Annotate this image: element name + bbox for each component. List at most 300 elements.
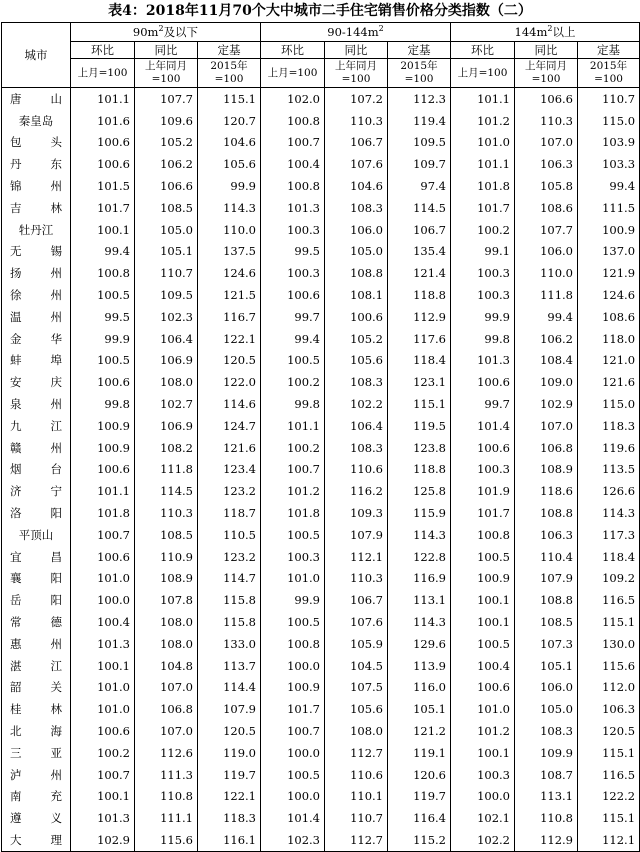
value-cell: 100.1: [71, 655, 135, 677]
value-cell: 108.3: [325, 371, 388, 393]
value-cell: 101.2: [451, 110, 515, 132]
value-cell: 106.2: [515, 328, 578, 350]
sub-header-cell: 定基: [198, 42, 261, 59]
value-cell: 129.6: [388, 633, 451, 655]
value-cell: 112.1: [325, 546, 388, 568]
value-cell: 108.0: [135, 633, 198, 655]
value-cell: 114.3: [198, 197, 261, 219]
sub-header-cell: 定基: [388, 42, 451, 59]
value-cell: 124.6: [578, 284, 640, 306]
value-cell: 114.7: [198, 568, 261, 590]
value-cell: 106.9: [135, 415, 198, 437]
table-row: [2, 633, 640, 655]
table-row: [2, 437, 640, 459]
value-cell: 115.6: [135, 829, 198, 851]
value-cell: 113.5: [578, 459, 640, 481]
table-row: [2, 262, 640, 284]
value-cell: 115.9: [388, 502, 451, 524]
city-cell: [2, 459, 71, 481]
city-cell: [2, 611, 71, 633]
city-cell: [2, 110, 71, 132]
table-row: [2, 241, 640, 263]
value-cell: 100.0: [261, 786, 325, 808]
table-row: [2, 132, 640, 154]
value-cell: 108.2: [135, 437, 198, 459]
city-cell: [2, 393, 71, 415]
value-cell: 100.1: [71, 219, 135, 241]
value-cell: 108.9: [515, 459, 578, 481]
value-cell: 108.8: [515, 589, 578, 611]
value-cell: 100.3: [261, 546, 325, 568]
value-cell: 100.7: [71, 764, 135, 786]
value-cell: 100.6: [451, 437, 515, 459]
value-cell: 110.7: [135, 262, 198, 284]
value-cell: 107.5: [325, 677, 388, 699]
city-cell: [2, 633, 71, 655]
value-cell: 124.6: [198, 262, 261, 284]
value-cell: 105.6: [325, 350, 388, 372]
value-cell: 119.7: [198, 764, 261, 786]
value-cell: 108.1: [325, 284, 388, 306]
value-cell: 101.2: [261, 480, 325, 502]
table-row: [2, 415, 640, 437]
value-cell: 113.7: [198, 655, 261, 677]
value-cell: 101.9: [451, 480, 515, 502]
value-cell: 107.0: [135, 720, 198, 742]
city-cell: [2, 284, 71, 306]
value-cell: 105.6: [198, 153, 261, 175]
value-cell: 124.7: [198, 415, 261, 437]
value-cell: 100.5: [71, 350, 135, 372]
value-cell: 99.8: [261, 393, 325, 415]
value-cell: 115.1: [388, 393, 451, 415]
city-name: 锦 州: [10, 179, 62, 194]
value-cell: 108.5: [135, 524, 198, 546]
value-cell: 119.6: [578, 437, 640, 459]
base-header-cell: 上年同月=100: [515, 59, 578, 88]
value-cell: 101.5: [71, 175, 135, 197]
city-cell: [2, 720, 71, 742]
value-cell: 101.7: [451, 502, 515, 524]
value-cell: 100.9: [261, 677, 325, 699]
value-cell: 125.8: [388, 480, 451, 502]
value-cell: 110.0: [198, 219, 261, 241]
value-cell: 108.0: [135, 611, 198, 633]
value-cell: 106.0: [515, 677, 578, 699]
table-row: [2, 829, 640, 851]
value-cell: 100.9: [451, 568, 515, 590]
value-cell: 99.4: [261, 328, 325, 350]
value-cell: 116.0: [388, 677, 451, 699]
value-cell: 99.5: [71, 306, 135, 328]
value-cell: 114.5: [388, 197, 451, 219]
base-header-cell: 上月=100: [451, 59, 515, 88]
value-cell: 101.7: [451, 197, 515, 219]
sub-header-cell: 环比: [261, 42, 325, 59]
city-name: 安 庆: [10, 375, 62, 390]
city-cell: [2, 88, 71, 110]
base-header-cell: 2015年=100: [388, 59, 451, 88]
value-cell: 105.6: [325, 698, 388, 720]
value-cell: 101.0: [451, 698, 515, 720]
city-name: 无 锡: [10, 244, 62, 259]
value-cell: 106.7: [325, 132, 388, 154]
value-cell: 133.0: [198, 633, 261, 655]
base-header-cell: 上年同月=100: [325, 59, 388, 88]
value-cell: 113.9: [388, 655, 451, 677]
value-cell: 100.1: [451, 611, 515, 633]
value-cell: 121.0: [578, 350, 640, 372]
value-cell: 116.7: [198, 306, 261, 328]
city-name: 大 理: [10, 832, 62, 847]
value-cell: 110.3: [325, 110, 388, 132]
city-name: 岳 阳: [10, 593, 62, 608]
value-cell: 104.6: [198, 132, 261, 154]
value-cell: 117.6: [388, 328, 451, 350]
value-cell: 109.2: [578, 568, 640, 590]
value-cell: 108.0: [135, 371, 198, 393]
city-name: 吉 林: [10, 200, 62, 215]
city-cell: [2, 829, 71, 851]
table-row: [2, 786, 640, 808]
table-row: [2, 742, 640, 764]
value-cell: 112.9: [515, 829, 578, 851]
table-row: [2, 698, 640, 720]
value-cell: 120.6: [388, 764, 451, 786]
value-cell: 112.6: [135, 742, 198, 764]
value-cell: 100.5: [451, 546, 515, 568]
table-row: [2, 480, 640, 502]
value-cell: 108.5: [515, 611, 578, 633]
value-cell: 101.1: [451, 88, 515, 110]
value-cell: 123.2: [198, 480, 261, 502]
city-name: 湛 江: [10, 658, 62, 673]
value-cell: 108.3: [515, 720, 578, 742]
value-cell: 99.1: [451, 241, 515, 263]
value-cell: 110.4: [515, 546, 578, 568]
value-cell: 100.8: [261, 175, 325, 197]
value-cell: 100.3: [451, 459, 515, 481]
value-cell: 101.4: [261, 807, 325, 829]
value-cell: 100.7: [261, 132, 325, 154]
value-cell: 106.2: [135, 153, 198, 175]
base-header-cell: 上月=100: [71, 59, 135, 88]
value-cell: 121.4: [388, 262, 451, 284]
value-cell: 111.8: [135, 459, 198, 481]
city-cell: [2, 175, 71, 197]
value-cell: 107.6: [325, 611, 388, 633]
value-cell: 110.8: [135, 786, 198, 808]
city-name: 赣 州: [10, 440, 62, 455]
sub-header-cell: 环比: [451, 42, 515, 59]
value-cell: 106.4: [325, 415, 388, 437]
value-cell: 101.4: [451, 415, 515, 437]
city-name: 金 华: [10, 331, 62, 346]
value-cell: 110.6: [325, 459, 388, 481]
value-cell: 106.7: [325, 589, 388, 611]
value-cell: 108.6: [515, 197, 578, 219]
city-name: 牡丹江: [18, 222, 54, 237]
city-name: 桂 林: [10, 702, 62, 717]
city-cell: [2, 698, 71, 720]
value-cell: 111.1: [135, 807, 198, 829]
value-cell: 100.1: [451, 742, 515, 764]
value-cell: 137.0: [578, 241, 640, 263]
group-header-medium: $90-144m^2$: [261, 23, 451, 42]
value-cell: 100.7: [261, 459, 325, 481]
value-cell: 101.0: [71, 677, 135, 699]
value-cell: 112.0: [578, 677, 640, 699]
value-cell: 110.7: [578, 88, 640, 110]
city-name: 泸 州: [10, 767, 62, 782]
value-cell: 100.2: [261, 437, 325, 459]
value-cell: 121.2: [388, 720, 451, 742]
city-name: 九 江: [10, 418, 62, 433]
value-cell: 115.1: [578, 742, 640, 764]
value-cell: 115.2: [388, 829, 451, 851]
value-cell: 107.9: [325, 524, 388, 546]
table-row: [2, 524, 640, 546]
value-cell: 104.8: [135, 655, 198, 677]
base-header-cell: 上年同月=100: [135, 59, 198, 88]
value-cell: 120.5: [198, 720, 261, 742]
value-cell: 108.8: [515, 502, 578, 524]
value-cell: 99.9: [451, 306, 515, 328]
value-cell: 101.3: [71, 633, 135, 655]
value-cell: 114.3: [388, 524, 451, 546]
value-cell: 104.5: [325, 655, 388, 677]
value-cell: 121.5: [198, 284, 261, 306]
group-header-small: $90m^2$及以下: [71, 23, 261, 42]
city-name: 包 头: [10, 135, 62, 150]
sub-header-cell: 定基: [578, 42, 640, 59]
value-cell: 116.4: [388, 807, 451, 829]
value-cell: 106.4: [135, 328, 198, 350]
value-cell: 118.4: [388, 350, 451, 372]
value-cell: 113.1: [388, 589, 451, 611]
value-cell: 100.4: [261, 153, 325, 175]
value-cell: 99.4: [515, 306, 578, 328]
city-cell: [2, 132, 71, 154]
city-cell: [2, 807, 71, 829]
value-cell: 100.6: [71, 720, 135, 742]
value-cell: 100.0: [261, 742, 325, 764]
city-name: 襄 阳: [10, 571, 62, 586]
value-cell: 100.6: [451, 677, 515, 699]
value-cell: 100.5: [261, 524, 325, 546]
city-name: 扬 州: [10, 266, 62, 281]
value-cell: 101.7: [261, 698, 325, 720]
value-cell: 97.4: [388, 175, 451, 197]
value-cell: 115.1: [198, 88, 261, 110]
city-cell: [2, 350, 71, 372]
value-cell: 100.8: [71, 262, 135, 284]
city-name: 烟 台: [10, 462, 62, 477]
city-cell: [2, 371, 71, 393]
value-cell: 101.0: [71, 698, 135, 720]
value-cell: 105.2: [325, 328, 388, 350]
group-header-large: $144m^2$以上: [451, 23, 640, 42]
value-cell: 122.0: [198, 371, 261, 393]
value-cell: 121.6: [198, 437, 261, 459]
value-cell: 115.8: [198, 589, 261, 611]
sub-header-cell: 同比: [515, 42, 578, 59]
value-cell: 119.1: [388, 742, 451, 764]
value-cell: 110.6: [325, 764, 388, 786]
value-cell: 119.7: [388, 786, 451, 808]
value-cell: 110.5: [198, 524, 261, 546]
value-cell: 109.9: [515, 742, 578, 764]
value-cell: 99.4: [71, 241, 135, 263]
value-cell: 118.3: [198, 807, 261, 829]
value-cell: 101.7: [71, 197, 135, 219]
value-cell: 110.7: [325, 807, 388, 829]
table-row: [2, 764, 640, 786]
value-cell: 106.0: [325, 219, 388, 241]
value-cell: 112.7: [325, 742, 388, 764]
value-cell: 100.9: [71, 437, 135, 459]
value-cell: 107.7: [515, 219, 578, 241]
city-cell: [2, 219, 71, 241]
value-cell: 107.6: [325, 153, 388, 175]
value-cell: 116.5: [578, 764, 640, 786]
value-cell: 126.6: [578, 480, 640, 502]
value-cell: 100.2: [261, 371, 325, 393]
city-cell: [2, 568, 71, 590]
table-row: [2, 720, 640, 742]
value-cell: 130.0: [578, 633, 640, 655]
value-cell: 100.4: [71, 611, 135, 633]
value-cell: 99.7: [261, 306, 325, 328]
value-cell: 112.3: [388, 88, 451, 110]
value-cell: 99.9: [198, 175, 261, 197]
value-cell: 109.5: [135, 284, 198, 306]
value-cell: 107.9: [515, 568, 578, 590]
city-cell: [2, 328, 71, 350]
value-cell: 99.8: [451, 328, 515, 350]
value-cell: 118.4: [578, 546, 640, 568]
value-cell: 107.0: [515, 132, 578, 154]
value-cell: 111.8: [515, 284, 578, 306]
value-cell: 105.0: [325, 241, 388, 263]
table-row: [2, 110, 640, 132]
city-name: 济 宁: [10, 484, 62, 499]
value-cell: 102.9: [71, 829, 135, 851]
value-cell: 108.0: [325, 720, 388, 742]
value-cell: 102.7: [135, 393, 198, 415]
value-cell: 100.9: [71, 415, 135, 437]
value-cell: 120.7: [198, 110, 261, 132]
base-header-cell: 上月=100: [261, 59, 325, 88]
value-cell: 100.7: [261, 720, 325, 742]
value-cell: 110.8: [515, 807, 578, 829]
value-cell: 106.7: [388, 219, 451, 241]
value-cell: 101.1: [71, 88, 135, 110]
city-name: 常 德: [10, 615, 62, 630]
value-cell: 103.3: [578, 153, 640, 175]
city-cell: [2, 742, 71, 764]
value-cell: 119.4: [388, 110, 451, 132]
value-cell: 108.5: [135, 197, 198, 219]
value-cell: 122.1: [198, 328, 261, 350]
base-header-cell: 2015年=100: [198, 59, 261, 88]
value-cell: 100.1: [71, 786, 135, 808]
value-cell: 100.0: [71, 589, 135, 611]
value-cell: 115.1: [578, 611, 640, 633]
value-cell: 118.7: [198, 502, 261, 524]
value-cell: 118.6: [515, 480, 578, 502]
value-cell: 123.4: [198, 459, 261, 481]
value-cell: 100.6: [71, 153, 135, 175]
city-cell: [2, 524, 71, 546]
table-row: [2, 568, 640, 590]
sub-header-cell: 同比: [135, 42, 198, 59]
sub-header-cell: 同比: [325, 42, 388, 59]
value-cell: 110.9: [135, 546, 198, 568]
value-cell: 101.1: [451, 153, 515, 175]
table-row: [2, 350, 640, 372]
value-cell: 121.9: [578, 262, 640, 284]
table-row: [2, 655, 640, 677]
value-cell: 108.9: [135, 568, 198, 590]
table-header: [2, 23, 640, 88]
value-cell: 100.6: [71, 459, 135, 481]
table-title: 表4：2018年11月70个大中城市二手住宅销售价格分类指数（二）: [108, 3, 532, 19]
value-cell: 110.3: [325, 568, 388, 590]
value-cell: 100.7: [71, 524, 135, 546]
table-row: [2, 328, 640, 350]
city-name: 宜 昌: [10, 549, 62, 564]
value-cell: 106.3: [578, 698, 640, 720]
value-cell: 102.9: [515, 393, 578, 415]
value-cell: 105.1: [135, 241, 198, 263]
value-cell: 102.1: [451, 807, 515, 829]
value-cell: 101.1: [261, 415, 325, 437]
value-cell: 112.7: [325, 829, 388, 851]
value-cell: 112.9: [388, 306, 451, 328]
value-cell: 123.1: [388, 371, 451, 393]
value-cell: 100.5: [71, 284, 135, 306]
table-row: [2, 371, 640, 393]
value-cell: 107.8: [135, 589, 198, 611]
value-cell: 108.8: [325, 262, 388, 284]
table-row: [2, 677, 640, 699]
sub-header-cell: 环比: [71, 42, 135, 59]
city-name: 温 州: [10, 309, 62, 324]
value-cell: 102.3: [261, 829, 325, 851]
city-name: 洛 阳: [10, 506, 62, 521]
city-cell: [2, 197, 71, 219]
value-cell: 123.8: [388, 437, 451, 459]
value-cell: 106.3: [515, 153, 578, 175]
value-cell: 119.5: [388, 415, 451, 437]
value-cell: 115.0: [578, 110, 640, 132]
value-cell: 118.3: [578, 415, 640, 437]
city-name: 泉 州: [10, 397, 62, 412]
value-cell: 114.3: [578, 502, 640, 524]
value-cell: 110.0: [515, 262, 578, 284]
value-cell: 121.6: [578, 371, 640, 393]
city-cell: [2, 480, 71, 502]
value-cell: 99.4: [578, 175, 640, 197]
city-cell: [2, 546, 71, 568]
value-cell: 100.9: [578, 219, 640, 241]
value-cell: 105.0: [135, 219, 198, 241]
city-name: 蚌 埠: [10, 353, 62, 368]
value-cell: 108.6: [578, 306, 640, 328]
value-cell: 100.8: [451, 524, 515, 546]
value-cell: 100.2: [451, 219, 515, 241]
